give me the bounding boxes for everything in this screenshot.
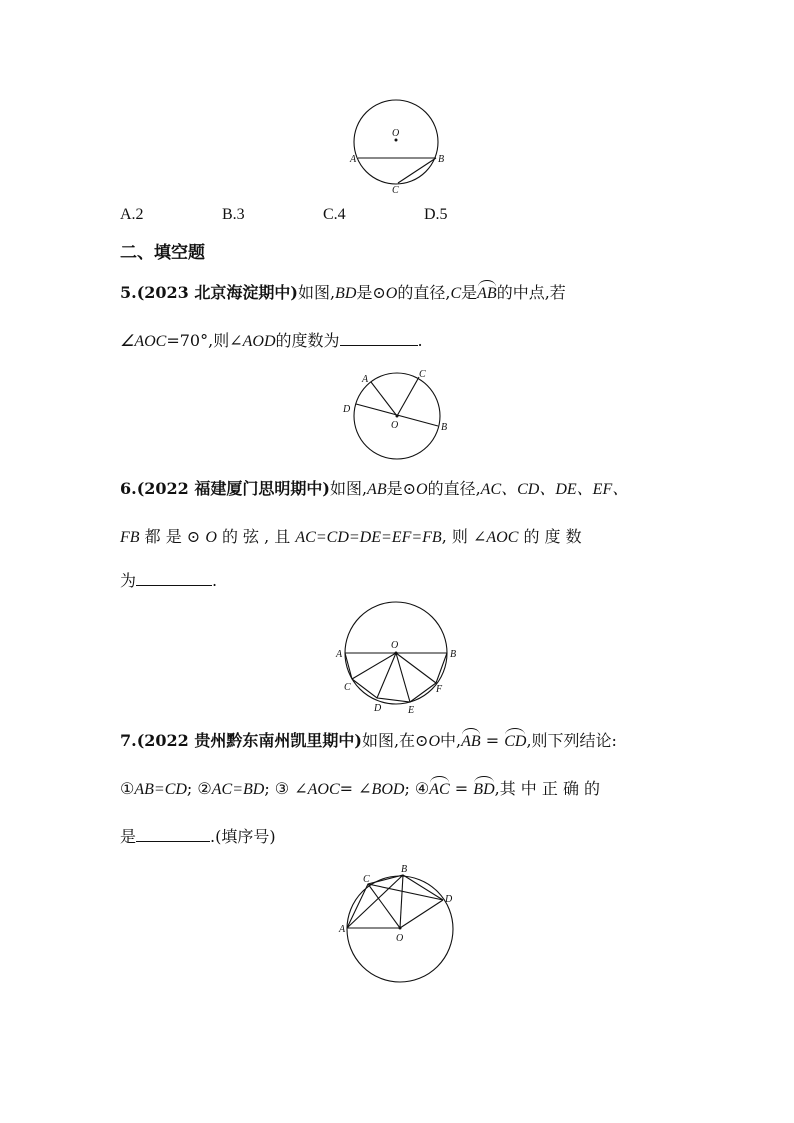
- q5-line1: 5.(2023 北京海淀期中)如图,BD是⊙O的直径,C是AB的中点,若: [120, 282, 566, 305]
- q5-line2: ∠AOC=70°,则∠AOD的度数为 .: [120, 331, 423, 350]
- svg-text:O: O: [391, 420, 399, 431]
- q5-number: 5.: [120, 283, 137, 302]
- svg-text:O: O: [396, 933, 404, 944]
- section-heading: 二、填空题: [120, 243, 205, 263]
- svg-text:F: F: [436, 684, 443, 695]
- answer-blank: [136, 584, 212, 586]
- choice-d: D.5: [424, 206, 448, 223]
- choice-a: A.2: [120, 206, 144, 223]
- arc-ab: AB: [477, 283, 497, 305]
- svg-text:A: A: [336, 649, 343, 660]
- svg-text:D: D: [374, 703, 382, 714]
- label-A: A: [350, 154, 357, 165]
- svg-text:C: C: [419, 369, 426, 380]
- choice-c: C.4: [323, 206, 346, 223]
- svg-text:C: C: [363, 874, 370, 885]
- svg-text:O: O: [391, 640, 399, 651]
- svg-text:D: D: [343, 404, 351, 415]
- answer-blank: [340, 344, 418, 346]
- label-C: C: [392, 185, 399, 196]
- svg-text:A: A: [362, 374, 369, 385]
- q7-line2: ①AB=CD; ②AC=BD; ③ ∠AOC= ∠BOD; ④AC = BD,其 中 正 确 的: [120, 778, 600, 801]
- svg-text:B: B: [401, 864, 408, 875]
- svg-text:B: B: [441, 422, 448, 433]
- q7-line3: 是 .(填序号): [120, 827, 276, 846]
- q6-line3: 为 .: [120, 571, 218, 590]
- svg-text:C: C: [344, 682, 351, 693]
- figure-q4: [340, 90, 460, 200]
- q6-line2: FB 都 是 ⊙ O 的 弦 , 且 AC=CD=DE=EF=FB, 则 ∠AOC 的 度 数: [120, 527, 582, 546]
- svg-text:B: B: [450, 649, 457, 660]
- svg-text:E: E: [408, 705, 415, 716]
- label-B: B: [438, 154, 445, 165]
- choice-b: B.3: [222, 206, 245, 223]
- figure-q7: [335, 860, 465, 985]
- q7-line1: 7.(2022 贵州黔东南州凯里期中)如图,在⊙O中,AB = CD,则下列结论:: [120, 730, 617, 753]
- answer-blank: [136, 840, 210, 842]
- label-O: O: [392, 128, 400, 139]
- figure-q6: [330, 598, 470, 718]
- q5-source: (2023 北京海淀期中): [136, 283, 298, 302]
- svg-text:D: D: [445, 894, 453, 905]
- figure-q5: [335, 364, 465, 464]
- q6-line1: 6.(2022 福建厦门思明期中)如图,AB是⊙O的直径,AC、CD、DE、EF、: [120, 479, 629, 498]
- svg-text:A: A: [339, 924, 346, 935]
